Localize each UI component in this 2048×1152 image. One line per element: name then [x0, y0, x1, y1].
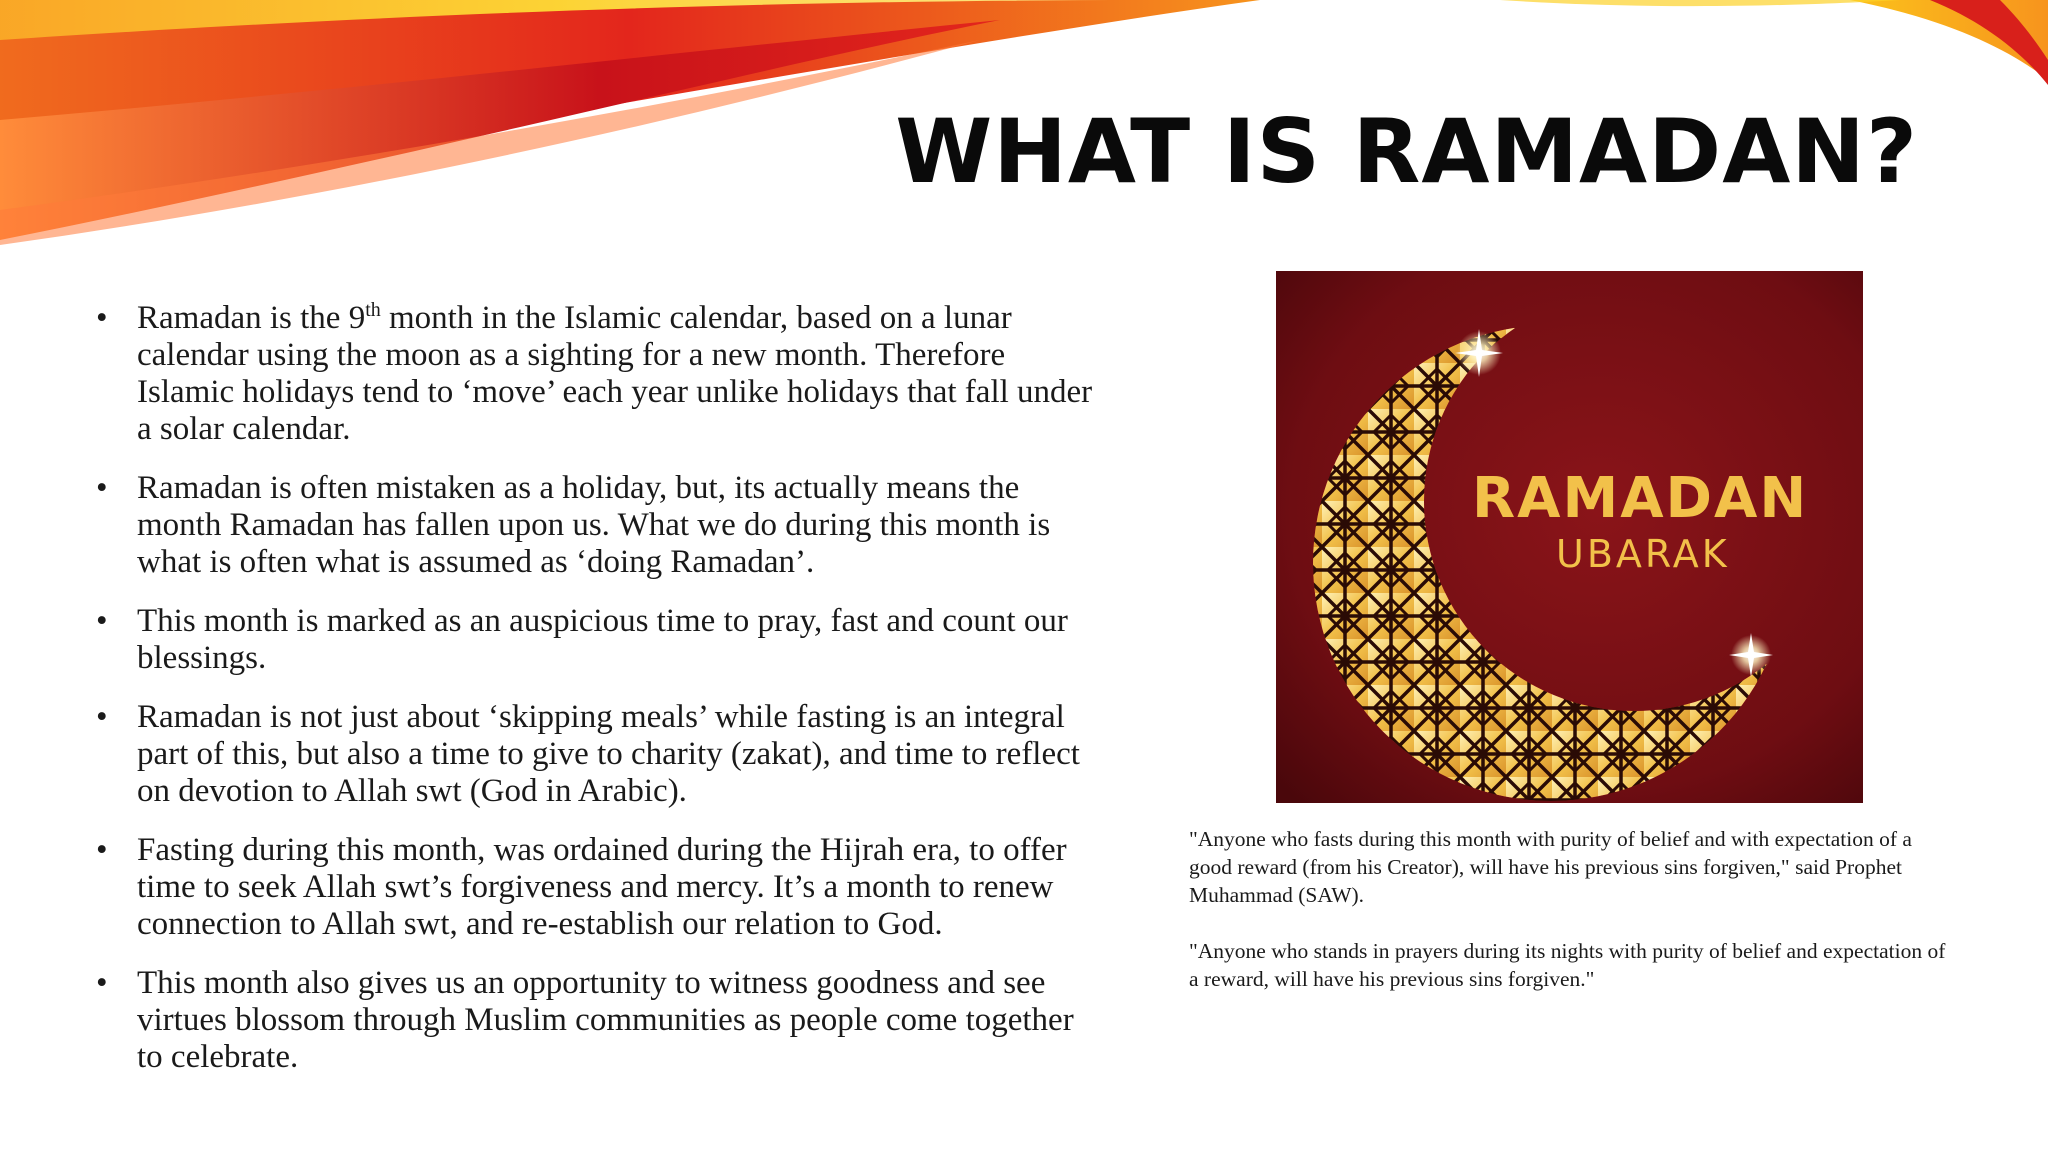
ramadan-mubarak-image — [1276, 271, 1863, 803]
bullet-item-1 — [96, 300, 1096, 448]
image-text-mubarak: UBARAK — [1556, 532, 1730, 576]
bullet-list — [96, 300, 1096, 1098]
bullet-item-3: • This month is marked as an auspicious time to pray, fast and count our blessings. — [96, 603, 1096, 677]
slide-title: WHAT IS RAMADAN? — [895, 100, 1918, 203]
bullet-item-6: • This month also gives us an opportunity to witness goodness and see virtues blossom through Muslim communities as people come together to celebrate. — [96, 965, 1096, 1076]
bullet-1-superscript: th — [365, 299, 381, 321]
bullet-item-4: • Ramadan is not just about ‘skipping meals’ while fasting is an integral part of this, but also a time to give to charity (zakat), and time to reflect on devotion to Allah swt (God in Arabic). — [96, 699, 1096, 810]
swoosh-right-top — [1500, 0, 1900, 6]
quote-block — [1189, 825, 1959, 1021]
quote-1: "Anyone who fasts during this month with purity of belief and with expectation of a good reward (from his Creator), will have his previous sins forgiven," said Prophet Muhammad (SAW). — [1189, 827, 1912, 907]
quote-2: "Anyone who stands in prayers during its nights with purity of belief and expectation of a reward, will have his previous sins forgiven." — [1189, 939, 1946, 991]
bullet-1-text-start: Ramadan is the 9 — [137, 300, 366, 336]
bullet-1-text-end: month in the Islamic calendar, based on a lunar calendar using the moon as a sighting for a new month. Therefore Islamic holidays tend to ‘move’ each year unlike holidays that fall under a solar calendar. — [137, 300, 1093, 447]
image-text-ramadan: RAMADAN — [1472, 466, 1809, 531]
bullet-item-2: • Ramadan is often mistaken as a holiday, but, its actually means the month Ramadan has fallen upon us. What we do during this month is what is often what is assumed as ‘doing Ramadan’. — [96, 470, 1096, 581]
bullet-item-5: • Fasting during this month, was ordained during the Hijrah era, to offer time to seek Allah swt’s forgiveness and mercy. It’s a month to renew connection to Allah swt, and re-establish our relation to God. — [96, 832, 1096, 943]
